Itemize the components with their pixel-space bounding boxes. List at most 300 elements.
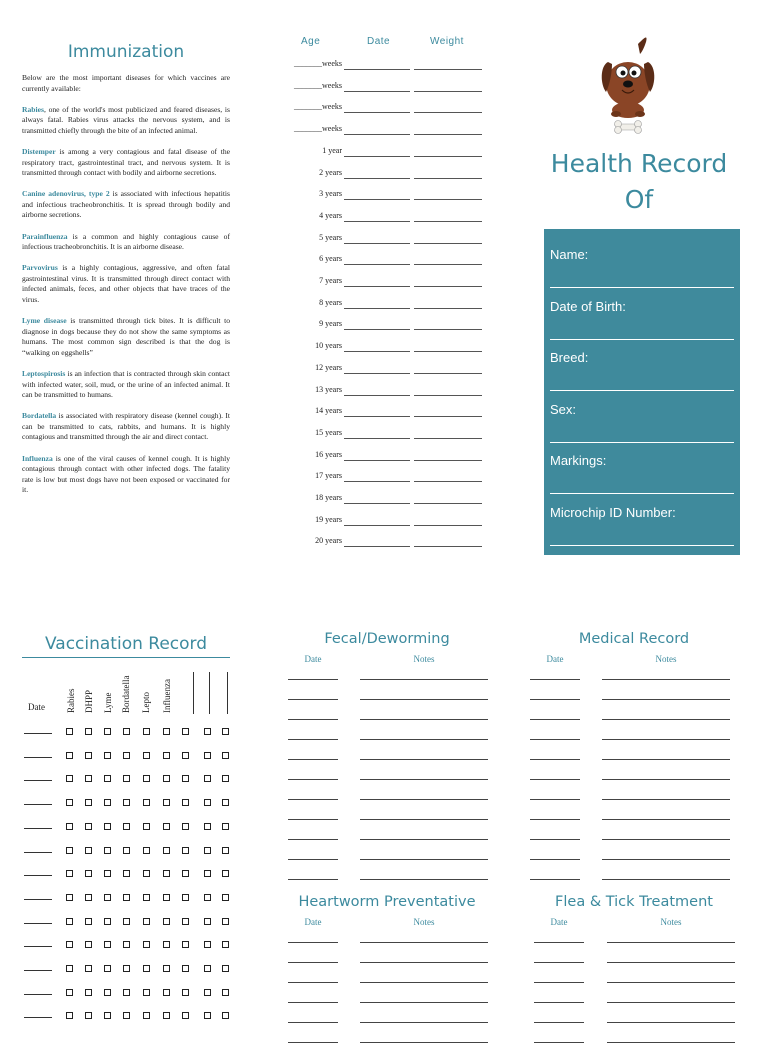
vaccine-checkbox[interactable] <box>123 894 130 901</box>
vaccine-checkbox[interactable] <box>143 918 150 925</box>
date-entry-line[interactable] <box>344 264 410 265</box>
flea-date-line[interactable] <box>534 1022 584 1023</box>
medical-notes-line[interactable] <box>602 859 730 860</box>
medical-date-line[interactable] <box>530 719 580 720</box>
disease-name: Lyme disease <box>22 316 67 326</box>
vaccine-checkbox[interactable] <box>123 847 130 854</box>
fecal-date-line[interactable] <box>288 859 338 860</box>
age-label: 9 years <box>319 319 342 329</box>
heartworm-notes-line[interactable] <box>360 1002 488 1003</box>
age-label: 15 years <box>315 427 342 437</box>
vaccine-checkbox[interactable] <box>222 870 229 877</box>
vaccine-checkbox[interactable] <box>85 728 92 735</box>
medical-notes-line[interactable] <box>602 719 730 720</box>
date-entry-line[interactable] <box>344 525 410 526</box>
vaccine-checkbox[interactable] <box>204 941 211 948</box>
age-label: 3 years <box>319 189 342 199</box>
fecal-date-line[interactable] <box>288 839 338 840</box>
medical-date-line[interactable] <box>530 799 580 800</box>
flea-date-label: Date <box>550 917 568 927</box>
age-label: 6 years <box>319 254 342 264</box>
vaccine-checkbox[interactable] <box>143 775 150 782</box>
date-entry-line[interactable] <box>344 395 410 396</box>
vaccine-checkbox[interactable] <box>66 799 73 806</box>
vaccine-checkbox[interactable] <box>163 847 170 854</box>
vaccine-checkbox[interactable] <box>163 823 170 830</box>
vaccine-checkbox[interactable] <box>204 728 211 735</box>
age-label: 12 years <box>315 362 342 372</box>
vaccine-checkbox[interactable] <box>85 823 92 830</box>
age-row <box>280 341 486 355</box>
weight-entry-line[interactable] <box>414 481 482 482</box>
weight-entry-line[interactable] <box>414 351 482 352</box>
vaccine-checkbox[interactable] <box>85 870 92 877</box>
age-label: _______weeks <box>294 80 342 90</box>
disease-paragraph <box>22 263 230 305</box>
fecal-notes-line[interactable] <box>360 699 488 700</box>
date-entry-line[interactable] <box>344 308 410 309</box>
vaccine-checkbox[interactable] <box>182 1012 189 1019</box>
vaccine-checkbox[interactable] <box>143 941 150 948</box>
vaccine-checkbox[interactable] <box>143 823 150 830</box>
flea-notes-line[interactable] <box>607 942 735 943</box>
vaccine-checkbox[interactable] <box>66 894 73 901</box>
age-header: Age <box>301 36 321 47</box>
date-entry-line[interactable] <box>344 351 410 352</box>
title-line-1: Health Record <box>550 149 728 178</box>
age-row <box>280 124 486 138</box>
medical-date-line[interactable] <box>530 859 580 860</box>
flea-date-line[interactable] <box>534 942 584 943</box>
medical-date-line[interactable] <box>530 819 580 820</box>
flea-notes-line[interactable] <box>607 1002 735 1003</box>
vaccine-checkbox[interactable] <box>143 965 150 972</box>
date-entry-line[interactable] <box>344 112 410 113</box>
vaccine-checkbox[interactable] <box>104 847 111 854</box>
heartworm-notes-line[interactable] <box>360 1022 488 1023</box>
vaccine-checkbox[interactable] <box>204 1012 211 1019</box>
vaccine-checkbox[interactable] <box>163 1012 170 1019</box>
medical-notes-line[interactable] <box>602 739 730 740</box>
info-field-label: Microchip ID Number: <box>550 504 676 520</box>
vaccine-checkbox[interactable] <box>66 1012 73 1019</box>
heartworm-date-line[interactable] <box>288 962 338 963</box>
fecal-date-line[interactable] <box>288 739 338 740</box>
vaccine-checkbox[interactable] <box>222 775 229 782</box>
date-entry-line[interactable] <box>344 329 410 330</box>
age-label: 20 years <box>315 536 342 546</box>
date-entry-line[interactable] <box>344 373 410 374</box>
heartworm-notes-line[interactable] <box>360 942 488 943</box>
vaccine-checkbox[interactable] <box>104 941 111 948</box>
vaccination-date-line[interactable] <box>24 994 52 995</box>
fecal-notes-line[interactable] <box>360 879 488 880</box>
vaccine-checkbox[interactable] <box>222 918 229 925</box>
vaccine-checkbox[interactable] <box>85 918 92 925</box>
vaccination-date-line[interactable] <box>24 875 52 876</box>
vaccine-checkbox[interactable] <box>222 799 229 806</box>
vaccination-date-line[interactable] <box>24 733 52 734</box>
vaccine-checkbox[interactable] <box>204 918 211 925</box>
vaccine-checkbox[interactable] <box>85 799 92 806</box>
vaccine-checkbox[interactable] <box>182 918 189 925</box>
vaccine-checkbox[interactable] <box>66 728 73 735</box>
vaccination-date-line[interactable] <box>24 899 52 900</box>
disease-name: Parainfluenza <box>22 231 68 241</box>
vaccine-checkbox[interactable] <box>123 823 130 830</box>
vaccine-checkbox[interactable] <box>163 918 170 925</box>
info-field-line[interactable] <box>550 442 734 443</box>
vaccine-checkbox[interactable] <box>104 1012 111 1019</box>
info-field-line[interactable] <box>550 339 734 340</box>
vaccine-checkbox[interactable] <box>104 752 111 759</box>
weight-entry-line[interactable] <box>414 264 482 265</box>
flea-notes-line[interactable] <box>607 1022 735 1023</box>
fecal-date-label: Date <box>304 654 322 664</box>
vaccine-checkbox[interactable] <box>104 965 111 972</box>
weight-entry-line[interactable] <box>414 91 482 92</box>
fecal-notes-line[interactable] <box>360 799 488 800</box>
vaccination-date-line[interactable] <box>24 923 52 924</box>
age-label: 19 years <box>315 514 342 524</box>
vaccination-date-line[interactable] <box>24 852 52 853</box>
vaccine-checkbox[interactable] <box>104 894 111 901</box>
vaccine-checkbox[interactable] <box>104 870 111 877</box>
fecal-notes-line[interactable] <box>360 779 488 780</box>
vaccination-title: Vaccination Record <box>22 634 230 658</box>
vaccine-checkbox[interactable] <box>163 775 170 782</box>
disease-description: , one of the world's most publicized and feared diseases, is always fatal. Rabies virus attacks the nervous system, and is transmitted chiefly through the bite of an infected animal. <box>22 104 230 135</box>
info-field-line[interactable] <box>550 390 734 391</box>
weight-entry-line[interactable] <box>414 546 482 547</box>
vaccine-checkbox[interactable] <box>66 775 73 782</box>
age-label: 18 years <box>315 493 342 502</box>
fecal-date-line[interactable] <box>288 799 338 800</box>
fecal-notes-line[interactable] <box>360 759 488 760</box>
vaccine-checkbox[interactable] <box>123 799 130 806</box>
flea-date-line[interactable] <box>534 1002 584 1003</box>
vaccine-checkbox[interactable] <box>123 728 130 735</box>
weight-entry-line[interactable] <box>414 286 482 287</box>
disease-description: is a common and highly contagious cause of infectious tracheobronchitis. It is an airborne disease. <box>22 231 230 252</box>
vaccine-checkbox[interactable] <box>85 965 92 972</box>
medical-notes-label: Notes <box>655 654 677 664</box>
vaccine-checkbox[interactable] <box>123 918 130 925</box>
vaccine-checkbox[interactable] <box>85 989 92 996</box>
date-entry-line[interactable] <box>344 546 410 547</box>
vaccine-checkbox[interactable] <box>204 847 211 854</box>
vaccine-checkbox[interactable] <box>123 941 130 948</box>
weight-entry-line[interactable] <box>414 308 482 309</box>
vaccine-checkbox[interactable] <box>143 799 150 806</box>
age-row <box>280 385 486 399</box>
heartworm-date-line[interactable] <box>288 982 338 983</box>
vaccine-checkbox[interactable] <box>123 775 130 782</box>
fecal-notes-line[interactable] <box>360 819 488 820</box>
medical-notes-line[interactable] <box>602 759 730 760</box>
disease-paragraph <box>22 369 230 401</box>
date-entry-line[interactable] <box>344 286 410 287</box>
vaccine-checkbox[interactable] <box>123 752 130 759</box>
vaccine-checkbox[interactable] <box>163 870 170 877</box>
vaccine-checkbox[interactable] <box>204 870 211 877</box>
date-entry-line[interactable] <box>344 503 410 504</box>
vaccination-date-line[interactable] <box>24 970 52 971</box>
vaccine-checkbox[interactable] <box>85 847 92 854</box>
vaccine-column-header: Lyme <box>103 692 113 713</box>
vaccination-date-line[interactable] <box>24 804 52 805</box>
vaccine-checkbox[interactable] <box>204 799 211 806</box>
vaccine-checkbox[interactable] <box>66 752 73 759</box>
age-row <box>280 363 486 377</box>
weight-header: Weight <box>430 36 464 47</box>
vaccine-checkbox[interactable] <box>204 894 211 901</box>
vaccine-checkbox[interactable] <box>143 752 150 759</box>
medical-date-line[interactable] <box>530 879 580 880</box>
vaccine-checkbox[interactable] <box>85 941 92 948</box>
vaccine-checkbox[interactable] <box>66 870 73 877</box>
info-field-label: Sex: <box>550 401 577 417</box>
fecal-date-line[interactable] <box>288 699 338 700</box>
vaccine-checkbox[interactable] <box>104 823 111 830</box>
vaccine-checkbox[interactable] <box>104 799 111 806</box>
vaccine-checkbox[interactable] <box>143 894 150 901</box>
pet-info-box <box>544 229 740 555</box>
vaccine-checkbox[interactable] <box>182 728 189 735</box>
vaccine-checkbox[interactable] <box>182 847 189 854</box>
vaccine-checkbox[interactable] <box>222 941 229 948</box>
vaccine-checkbox[interactable] <box>143 1012 150 1019</box>
vaccination-date-label: Date <box>28 702 45 712</box>
vaccination-date-line[interactable] <box>24 828 52 829</box>
heartworm-date-line[interactable] <box>288 942 338 943</box>
title-line-2: Of <box>624 185 654 214</box>
medical-date-line[interactable] <box>530 699 580 700</box>
medical-notes-line[interactable] <box>602 679 730 680</box>
vaccine-checkbox[interactable] <box>143 847 150 854</box>
vaccine-checkbox[interactable] <box>182 752 189 759</box>
vaccine-checkbox[interactable] <box>123 965 130 972</box>
vaccine-checkbox[interactable] <box>163 799 170 806</box>
info-field <box>550 247 734 262</box>
date-entry-line[interactable] <box>344 243 410 244</box>
heartworm-date-line[interactable] <box>288 1022 338 1023</box>
weight-entry-line[interactable] <box>414 69 482 70</box>
medical-date-label: Date <box>546 654 564 664</box>
vaccine-checkbox[interactable] <box>66 965 73 972</box>
medical-title: Medical Record <box>578 631 690 647</box>
weight-entry-line[interactable] <box>414 112 482 113</box>
vaccine-checkbox[interactable] <box>66 941 73 948</box>
vaccine-checkbox[interactable] <box>143 870 150 877</box>
medical-date-line[interactable] <box>530 779 580 780</box>
vaccine-checkbox[interactable] <box>66 823 73 830</box>
medical-date-line[interactable] <box>530 679 580 680</box>
vaccine-checkbox[interactable] <box>123 989 130 996</box>
vaccine-checkbox[interactable] <box>222 728 229 735</box>
medical-notes-line[interactable] <box>602 799 730 800</box>
vaccination-date-line[interactable] <box>24 946 52 947</box>
vaccine-checkbox[interactable] <box>104 989 111 996</box>
disease-description: is a highly contagious, aggressive, and often fatal gastrointestinal virus. It is transmitted through direct contact with infected animals, feces, and other objects that have traces of the virus. <box>22 263 230 304</box>
vaccine-checkbox[interactable] <box>182 965 189 972</box>
fecal-notes-label: Notes <box>413 654 435 664</box>
vaccine-checkbox[interactable] <box>66 918 73 925</box>
vaccine-checkbox[interactable] <box>104 728 111 735</box>
vaccine-checkbox[interactable] <box>163 989 170 996</box>
vaccine-checkbox[interactable] <box>222 894 229 901</box>
info-field-line[interactable] <box>550 287 734 288</box>
weight-entry-line[interactable] <box>414 460 482 461</box>
date-entry-line[interactable] <box>344 221 410 222</box>
vaccine-checkbox[interactable] <box>143 989 150 996</box>
weight-entry-line[interactable] <box>414 373 482 374</box>
flea-notes-line[interactable] <box>607 982 735 983</box>
fecal-notes-line[interactable] <box>360 839 488 840</box>
weight-entry-line[interactable] <box>414 199 482 200</box>
age-row <box>280 81 486 95</box>
date-entry-line[interactable] <box>344 460 410 461</box>
vaccine-checkbox[interactable] <box>222 847 229 854</box>
medical-notes-line[interactable] <box>602 819 730 820</box>
vaccine-checkbox[interactable] <box>204 823 211 830</box>
fecal-notes-line[interactable] <box>360 719 488 720</box>
medical-notes-line[interactable] <box>602 839 730 840</box>
medical-notes-line[interactable] <box>602 699 730 700</box>
date-entry-line[interactable] <box>344 69 410 70</box>
heartworm-date-line[interactable] <box>288 1002 338 1003</box>
info-field-line[interactable] <box>550 545 734 546</box>
medical-notes-line[interactable] <box>602 879 730 880</box>
vaccine-checkbox[interactable] <box>182 775 189 782</box>
vaccine-checkbox[interactable] <box>85 752 92 759</box>
vaccination-date-line[interactable] <box>24 1017 52 1018</box>
immunization-intro: Below are the most important diseases for which vaccines are currently available: <box>22 73 230 93</box>
heartworm-notes-line[interactable] <box>360 982 488 983</box>
vaccine-checkbox[interactable] <box>123 870 130 877</box>
flea-title: Flea & Tick Treatment <box>555 894 713 910</box>
weight-entry-line[interactable] <box>414 395 482 396</box>
weight-entry-line[interactable] <box>414 503 482 504</box>
info-field-line[interactable] <box>550 493 734 494</box>
weight-entry-line[interactable] <box>414 329 482 330</box>
disease-description: is transmitted through tick bites. It is difficult to diagnose in dogs because they do not show the same symptoms as humans. The most common sign described is that the dog is “walking on eggshells” <box>22 316 230 357</box>
age-label: 17 years <box>315 471 342 481</box>
info-field-label: Date of Birth: <box>550 298 626 314</box>
weight-entry-line[interactable] <box>414 416 482 417</box>
vaccine-checkbox[interactable] <box>204 775 211 782</box>
vaccine-checkbox[interactable] <box>222 1012 229 1019</box>
vaccine-checkbox[interactable] <box>85 775 92 782</box>
date-entry-line[interactable] <box>344 178 410 179</box>
date-entry-line[interactable] <box>344 134 410 135</box>
fecal-date-line[interactable] <box>288 679 338 680</box>
vaccine-checkbox[interactable] <box>104 775 111 782</box>
vaccine-checkbox[interactable] <box>222 989 229 996</box>
vaccine-checkbox[interactable] <box>222 823 229 830</box>
vaccine-checkbox[interactable] <box>163 894 170 901</box>
vaccine-checkbox[interactable] <box>204 965 211 972</box>
info-field <box>550 402 734 417</box>
medical-date-line[interactable] <box>530 839 580 840</box>
weight-entry-line[interactable] <box>414 134 482 135</box>
vaccine-checkbox[interactable] <box>85 1012 92 1019</box>
fecal-date-line[interactable] <box>288 879 338 880</box>
date-entry-line[interactable] <box>344 416 410 417</box>
vaccine-checkbox[interactable] <box>182 823 189 830</box>
flea-date-line[interactable] <box>534 982 584 983</box>
heartworm-notes-line[interactable] <box>360 962 488 963</box>
blank-column-line <box>209 672 210 714</box>
weight-entry-line[interactable] <box>414 525 482 526</box>
flea-notes-line[interactable] <box>607 962 735 963</box>
vaccine-checkbox[interactable] <box>163 941 170 948</box>
fecal-notes-line[interactable] <box>360 679 488 680</box>
date-entry-line[interactable] <box>344 438 410 439</box>
vaccine-checkbox[interactable] <box>85 894 92 901</box>
vaccine-checkbox[interactable] <box>163 965 170 972</box>
vaccine-checkbox[interactable] <box>182 894 189 901</box>
vaccine-checkbox[interactable] <box>123 1012 130 1019</box>
vaccine-checkbox[interactable] <box>222 965 229 972</box>
vaccine-checkbox[interactable] <box>222 752 229 759</box>
date-entry-line[interactable] <box>344 199 410 200</box>
vaccine-checkbox[interactable] <box>182 870 189 877</box>
date-entry-line[interactable] <box>344 91 410 92</box>
medical-notes-line[interactable] <box>602 779 730 780</box>
vaccine-column-header: Influenza <box>162 679 172 713</box>
vaccine-checkbox[interactable] <box>204 989 211 996</box>
weight-entry-line[interactable] <box>414 178 482 179</box>
age-row <box>280 406 486 420</box>
vaccination-date-line[interactable] <box>24 757 52 758</box>
vaccine-checkbox[interactable] <box>163 752 170 759</box>
vaccine-checkbox[interactable] <box>66 847 73 854</box>
weight-entry-line[interactable] <box>414 156 482 157</box>
vaccine-checkbox[interactable] <box>204 752 211 759</box>
vaccine-checkbox[interactable] <box>182 941 189 948</box>
weight-entry-line[interactable] <box>414 438 482 439</box>
fecal-date-line[interactable] <box>288 779 338 780</box>
medical-date-line[interactable] <box>530 739 580 740</box>
vaccine-checkbox[interactable] <box>182 989 189 996</box>
flea-date-line[interactable] <box>534 962 584 963</box>
vaccine-checkbox[interactable] <box>104 918 111 925</box>
date-entry-line[interactable] <box>344 481 410 482</box>
fecal-notes-line[interactable] <box>360 739 488 740</box>
disease-name: Parvovirus <box>22 263 58 273</box>
age-label: 14 years <box>315 406 342 416</box>
vaccine-checkbox[interactable] <box>182 799 189 806</box>
weight-entry-line[interactable] <box>414 221 482 222</box>
vaccine-checkbox[interactable] <box>143 728 150 735</box>
blank-column-line <box>227 672 228 714</box>
fecal-date-line[interactable] <box>288 759 338 760</box>
age-label: 2 years <box>319 167 342 177</box>
fecal-notes-line[interactable] <box>360 859 488 860</box>
fecal-date-line[interactable] <box>288 719 338 720</box>
medical-date-line[interactable] <box>530 759 580 760</box>
fecal-date-line[interactable] <box>288 819 338 820</box>
vaccine-checkbox[interactable] <box>66 989 73 996</box>
disease-paragraph <box>22 411 230 443</box>
fecal-title: Fecal/Deworming <box>324 631 450 647</box>
date-entry-line[interactable] <box>344 156 410 157</box>
vaccine-checkbox[interactable] <box>163 728 170 735</box>
weight-entry-line[interactable] <box>414 243 482 244</box>
vaccination-date-line[interactable] <box>24 780 52 781</box>
vaccine-column-header: Bordatella <box>121 675 131 713</box>
